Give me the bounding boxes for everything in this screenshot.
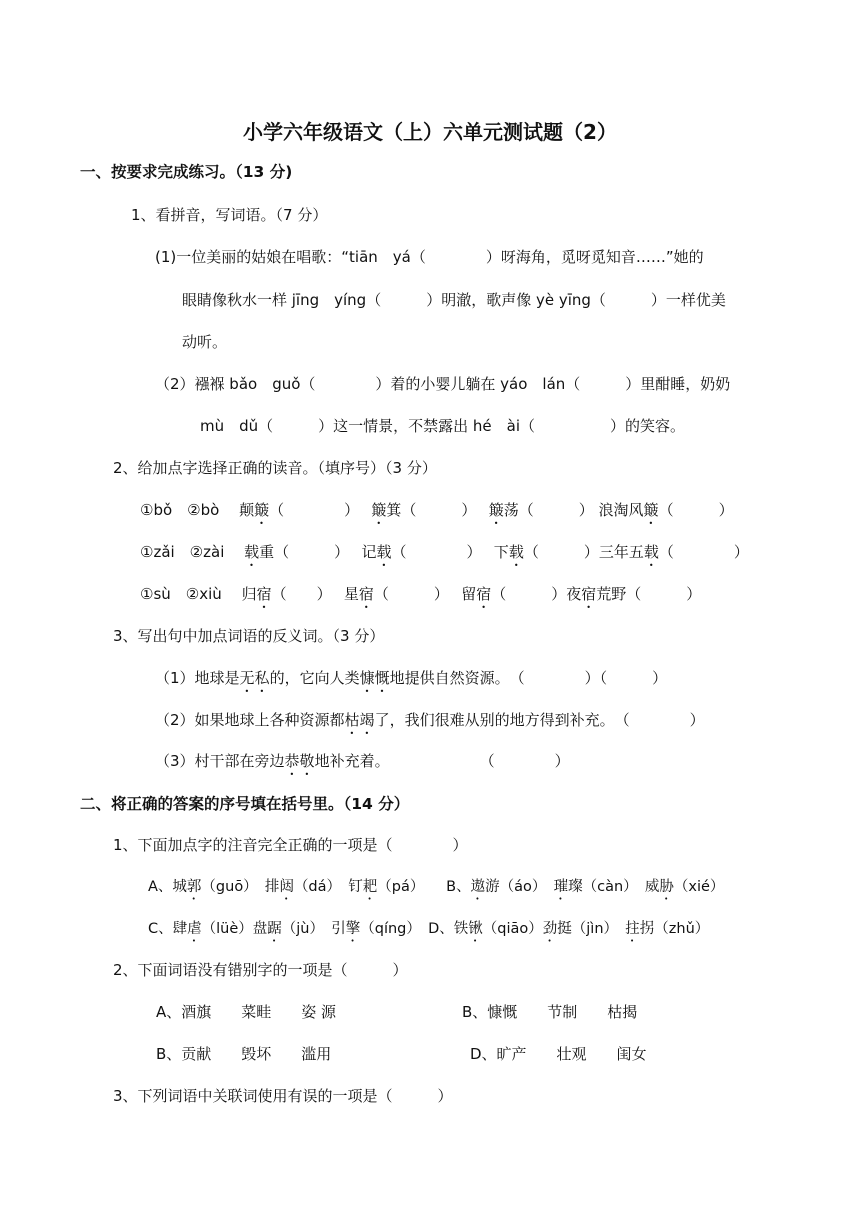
- s2-q2-option-d: D、旷产 壮观 闺女: [470, 1045, 647, 1063]
- q2-heading: 2、给加点字选择正确的读音。（填序号）（3 分）: [113, 459, 437, 477]
- q1-line-5: mù dǔ（ ）这一情景，不禁露出 hé ài（ ）的笑容。: [200, 417, 686, 435]
- answer-blank: （ ）: [658, 543, 749, 561]
- dotted-char: 簸: [254, 501, 270, 519]
- s2-q1-options-ab: [148, 877, 724, 903]
- dotted-char: 宿: [256, 585, 272, 603]
- dotted-char: 劲: [542, 921, 558, 937]
- dotted-char: 拄: [625, 921, 640, 937]
- dotted-char: 踞: [267, 921, 282, 937]
- dotted-char: 载: [376, 543, 392, 561]
- dotted-char: 遨: [470, 879, 486, 895]
- dotted-char: 簸: [643, 501, 659, 519]
- q2-row-1: [140, 500, 734, 528]
- s2-q1-options-cd: [148, 919, 709, 945]
- q1-line-4: （2）襁褓 bǎo guǒ（ ）着的小婴儿躺在 yáo lán（ ）里酣睡，奶奶: [155, 375, 731, 393]
- dotted-char: 宿: [358, 585, 374, 603]
- option-text: （guō） 排: [201, 879, 280, 895]
- dotted-char: 耙: [362, 879, 378, 895]
- sentence-text: （3）村干部在旁边: [155, 752, 285, 770]
- item-text: 下: [493, 543, 509, 561]
- dotted-char: 虐: [187, 921, 202, 937]
- option-text: （qíng） D、铁: [360, 921, 469, 937]
- dotted-char: 宿: [476, 585, 492, 603]
- dotted-char: 载: [244, 543, 260, 561]
- dotted-char: 载: [508, 543, 524, 561]
- option-text: （dá） 钉: [293, 879, 363, 895]
- item-text: 重（ ）: [259, 543, 342, 561]
- q2-row-2: [140, 542, 749, 570]
- option-text: （pá） B、: [377, 879, 471, 895]
- answer-blank: （ ）: [269, 501, 352, 519]
- s2-q2-heading: 2、下面词语没有错别字的一项是（ ）: [113, 961, 408, 979]
- sentence-text: （2）如果地球上各种资源都: [155, 711, 345, 729]
- item-text: （ ）三年五: [523, 543, 644, 561]
- dotted-char: 簸: [488, 501, 504, 519]
- dotted-word: 恭敬: [284, 752, 315, 770]
- q2-row-3-options: ①sù ②xiù: [140, 585, 222, 603]
- dotted-char: 宿: [581, 585, 597, 603]
- q2-row-2-options: ①zǎi ②zài: [140, 543, 225, 561]
- section-2-heading: 二、将正确的答案的序号填在括号里。（14 分）: [80, 795, 410, 813]
- page-title: 小学六年级语文（上）六单元测试题（2）: [243, 120, 617, 144]
- option-text: A、城: [148, 879, 187, 895]
- option-text: 挺（jìn）: [557, 921, 626, 937]
- dotted-char: 胁: [659, 879, 674, 895]
- item-text: 留: [461, 585, 477, 603]
- sentence-text: 地提供自然资源。 （ ）（ ）: [389, 669, 668, 687]
- item-text: （ ）夜: [491, 585, 582, 603]
- option-text: （lüè）盘: [201, 921, 268, 937]
- option-text: C、肆: [148, 921, 188, 937]
- item-text: 浪淘风: [598, 501, 644, 519]
- s2-q2-option-a: A、酒旗 菜畦 姿 源: [156, 1003, 337, 1021]
- dotted-word: 无私: [239, 669, 270, 687]
- item-text: 荒野（ ）: [596, 585, 702, 603]
- q3-sentence-2: [155, 710, 705, 738]
- item-text: 记: [361, 543, 377, 561]
- item-text: 归: [241, 585, 257, 603]
- item-text: 颠: [239, 501, 255, 519]
- s2-q1-heading: 1、下面加点字的注音完全正确的一项是（ ）: [113, 836, 468, 854]
- dotted-char: 璀: [553, 879, 569, 895]
- q2-row-3: [140, 584, 701, 612]
- answer-blank: （ ）: [271, 585, 325, 603]
- q1-line-2: 眼睛像秋水一样 jīng yíng（ ）明澈，歌声像 yè yīng（ ）一样优美: [182, 291, 726, 309]
- dotted-char: 郭: [186, 879, 202, 895]
- item-text: 星: [343, 585, 359, 603]
- option-text: （xié）: [673, 879, 725, 895]
- option-text: （qiāo）: [482, 921, 543, 937]
- answer-blank: （ ）: [658, 501, 734, 519]
- option-text: 拐（zhǔ）: [639, 921, 710, 937]
- q3-heading: 3、写出句中加点词语的反义词。（3 分）: [113, 627, 385, 645]
- item-text: 箕（ ）: [386, 501, 469, 519]
- q3-sentence-1: [155, 668, 667, 696]
- dotted-word: 枯竭: [344, 711, 375, 729]
- dotted-word: 慷慨: [359, 669, 390, 687]
- dotted-char: 簸: [371, 501, 387, 519]
- answer-blank: （ ）: [373, 585, 442, 603]
- sentence-text: 地补充着。 （ ）: [314, 752, 570, 770]
- q1-heading: 1、看拼音，写词语。（7 分）: [131, 206, 328, 224]
- q3-sentence-3: [155, 751, 570, 779]
- dotted-char: 擎: [345, 921, 361, 937]
- sentence-text: （1）地球是: [155, 669, 240, 687]
- q1-line-1: (1)一位美丽的姑娘在唱歌：“tiān yá（ ）呀海角，觅呀觅知音……”她的: [155, 248, 704, 266]
- dotted-char: 锹: [468, 921, 483, 937]
- section-1-heading: 一、按要求完成练习。（13 分): [80, 163, 293, 181]
- q1-line-3: 动听。: [182, 333, 228, 351]
- s2-q2-option-b2: B、贡献 毁坏 滥用: [156, 1045, 332, 1063]
- s2-q2-option-b: B、慷慨 节制 枯揭: [462, 1003, 638, 1021]
- s2-q3-heading: 3、下列词语中关联词使用有误的一项是（ ）: [113, 1087, 453, 1105]
- item-text: 荡（ ）: [503, 501, 594, 519]
- option-text: （jù） 引: [281, 921, 346, 937]
- q2-row-1-options: ①bǒ ②bò: [140, 501, 220, 519]
- dotted-char: 载: [643, 543, 659, 561]
- dotted-char: 闼: [279, 879, 294, 895]
- answer-blank: （ ）: [391, 543, 475, 561]
- sentence-text: 了，我们很难从别的地方得到补充。 （ ）: [374, 711, 705, 729]
- sentence-text: 的，它向人类: [269, 669, 360, 687]
- option-text: 游（áo）: [485, 879, 554, 895]
- option-text: 璨（càn） 威: [568, 879, 660, 895]
